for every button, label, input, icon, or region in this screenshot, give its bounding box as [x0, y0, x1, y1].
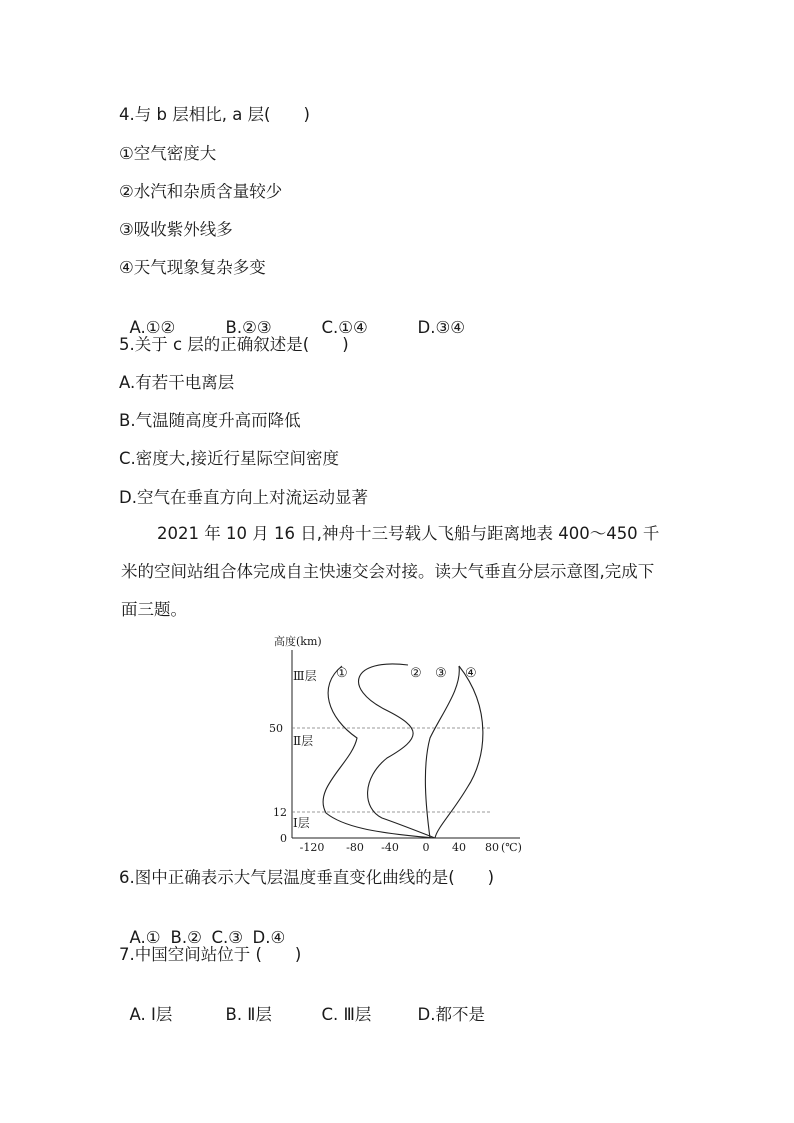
- q7-option-b[interactable]: B. Ⅱ层: [225, 1005, 272, 1024]
- q6-option-d[interactable]: D.④: [252, 928, 286, 947]
- q4-statement-1: ①空气密度大: [119, 144, 217, 163]
- question-5-stem: 5.关于 c 层的正确叙述是( ): [119, 335, 349, 354]
- q4-statement-2: ②水汽和杂质含量较少: [119, 182, 283, 201]
- q7-option-a[interactable]: A. Ⅰ层: [129, 1005, 173, 1024]
- y-tick-50: 50: [269, 722, 283, 735]
- x-tick-m120: -120: [299, 841, 325, 854]
- q6-option-b[interactable]: B.②: [170, 928, 202, 947]
- q4-option-d[interactable]: D.③④: [417, 318, 466, 337]
- y-tick-0: 0: [280, 832, 287, 845]
- q7-options: [119, 982, 485, 1026]
- q6-option-a[interactable]: A.①: [129, 928, 161, 947]
- passage-text: 2021 年 10 月 16 日,神舟十三号载人飞船与距离地表 400～450 千米的空间站组合体完成自主快速交会对接。读大气垂直分层示意图,完成下面三题。: [121, 524, 660, 619]
- q7-option-d[interactable]: D.都不是: [417, 1005, 485, 1024]
- q4-option-c[interactable]: C.①④: [321, 318, 368, 337]
- x-tick-m40: -40: [381, 841, 399, 854]
- q4-option-b[interactable]: B.②③: [225, 318, 272, 337]
- layer-label-ii: Ⅱ层: [293, 734, 314, 748]
- curve-label-2: ②: [410, 666, 422, 681]
- curve-label-4: ④: [465, 666, 477, 681]
- question-7-stem: 7.中国空间站位于 ( ): [119, 945, 302, 964]
- question-4-stem: 4.与 b 层相比, a 层( ): [119, 105, 310, 124]
- q6-options: [119, 905, 285, 949]
- q6-option-c[interactable]: C.③: [211, 928, 244, 947]
- x-tick-40: 40: [452, 841, 466, 854]
- q4-option-a[interactable]: A.①②: [129, 318, 176, 337]
- question-6-stem: 6.图中正确表示大气层温度垂直变化曲线的是( ): [119, 868, 495, 887]
- q5-option-a[interactable]: A.有若干电离层: [119, 373, 235, 392]
- y-axis-label: 高度(km): [274, 635, 322, 648]
- curve-label-3: ③: [435, 666, 447, 681]
- x-axis-unit: (℃): [501, 841, 522, 854]
- q7-option-c[interactable]: C. Ⅲ层: [321, 1005, 372, 1024]
- q5-option-d[interactable]: D.空气在垂直方向上对流运动显著: [119, 488, 368, 507]
- y-tick-12: 12: [273, 806, 287, 819]
- passage: [121, 515, 666, 629]
- x-tick-80: 80: [485, 841, 499, 854]
- layer-label-iii: Ⅲ层: [293, 669, 317, 683]
- x-tick-m80: -80: [346, 841, 364, 854]
- curve-label-1: ①: [336, 666, 348, 681]
- q4-statement-3: ③吸收紫外线多: [119, 220, 233, 239]
- q5-option-b[interactable]: B.气温随高度升高而降低: [119, 411, 301, 430]
- layer-label-i: Ⅰ层: [293, 816, 310, 830]
- x-tick-0: 0: [422, 841, 430, 854]
- atmosphere-diagram: [262, 628, 532, 856]
- q4-statement-4: ④天气现象复杂多变: [119, 258, 266, 277]
- q4-options: [119, 295, 465, 339]
- q5-option-c[interactable]: C.密度大,接近行星际空间密度: [119, 449, 340, 468]
